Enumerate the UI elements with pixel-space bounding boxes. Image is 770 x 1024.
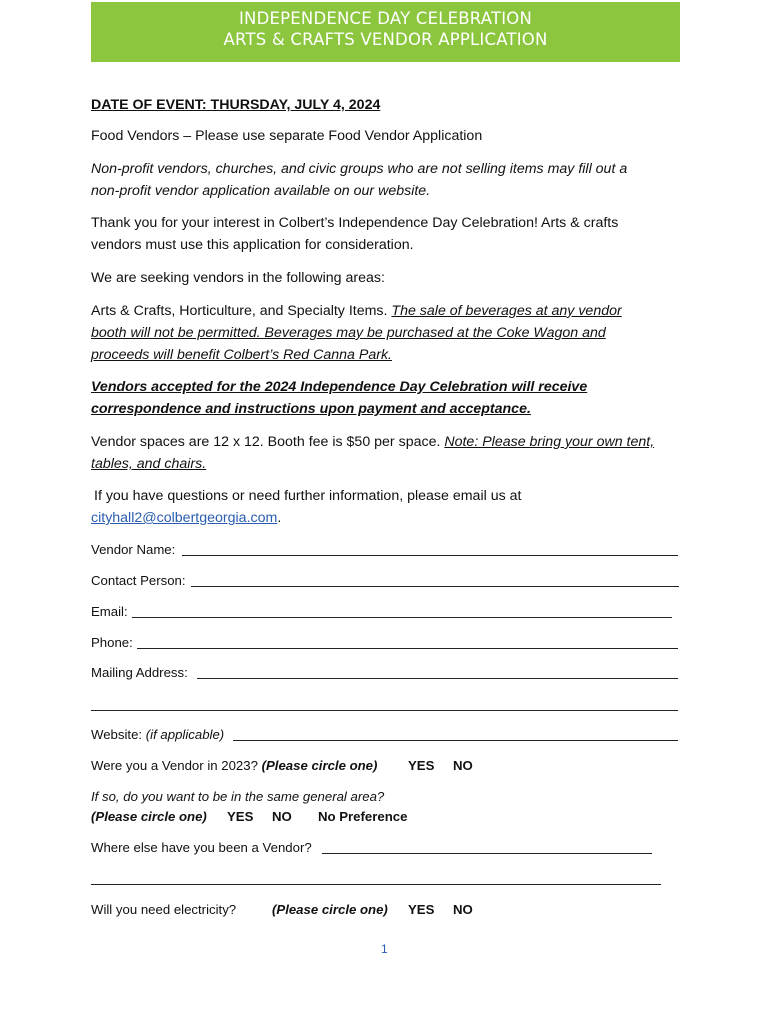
spaces-plain: Vendor spaces are 12 x 12. Booth fee is $50 per space. [91,434,441,450]
electricity-no[interactable]: NO [453,902,473,917]
nonprofit-note-line1: Non-profit vendors, churches, and civic groups who are not selling items may fill out a [91,161,628,177]
areas-plain: Arts & Crafts, Horticulture, and Specialty Items. [91,303,388,319]
mailing-address-line[interactable] [197,678,678,679]
same-area-no-preference[interactable]: No Preference [318,809,408,824]
contact-line2 [91,507,281,529]
vendor-2023-question: Were you a Vendor in 2023? [91,758,258,773]
email-link[interactable]: cityhall2@colbertgeorgia.com [91,510,278,526]
thanks-line1: Thank you for your interest in Colbert’s Independence Day Celebration! Arts & crafts [91,215,619,231]
vendor-name-label: Vendor Name: [91,542,176,557]
vendor-2023-row [91,755,377,777]
contact-period: . [277,510,282,526]
food-vendors-note: Food Vendors – Please use separate Food Vendor Application [91,128,483,144]
electricity-question: Will you need electricity? [91,902,237,917]
thanks-line2: vendors must use this application for consideration. [91,237,414,253]
nonprofit-note-line2: non-profit vendor application available on our website. [91,183,431,199]
areas-line2: booth will not be permitted. Beverages may be purchased at the Coke Wagon and [91,325,606,341]
where-else-line[interactable] [322,853,652,854]
circle-one-label-3: (Please circle one) [272,902,388,917]
electricity-yes[interactable]: YES [408,902,435,917]
website-line[interactable] [233,740,678,741]
same-area-yes[interactable]: YES [227,809,254,824]
header-banner [91,2,680,62]
accepted-line2: correspondence and instructions upon payment and acceptance. [91,401,531,417]
same-area-no[interactable]: NO [272,809,292,824]
same-area-question: If so, do you want to be in the same general area? [91,789,385,804]
vendor-2023-yes[interactable]: YES [408,758,435,773]
accepted-line1: Vendors accepted for the 2024 Independence Day Celebration will receive [91,379,588,395]
contact-person-label: Contact Person: [91,573,186,588]
where-else-question: Where else have you been a Vendor? [91,840,312,855]
areas-line3: proceeds will benefit Colbert’s Red Canna Park. [91,347,392,363]
website-label: Website: [91,727,143,742]
website-note: (if applicable) [145,727,225,742]
mailing-address-line2[interactable] [91,710,678,711]
email-line[interactable] [132,617,672,618]
circle-one-label-2: (Please circle one) [91,809,207,824]
header-title-line1: INDEPENDENCE DAY CELEBRATION [238,9,533,28]
spaces-note: Note: Please bring your own tent, [444,434,655,450]
vendor-name-line[interactable] [182,555,678,556]
seeking-text: We are seeking vendors in the following areas: [91,270,385,286]
contact-person-line[interactable] [191,586,679,587]
spaces-line1 [91,431,654,453]
website-label-row [91,724,224,746]
contact-line1: If you have questions or need further information, please email us at [94,488,522,504]
phone-label: Phone: [91,635,133,650]
spaces-line2: tables, and chairs. [91,456,207,472]
page-number: 1 [381,942,388,956]
where-else-line2[interactable] [91,884,661,885]
date-of-event: DATE OF EVENT: THURSDAY, JULY 4, 2024 [91,97,381,113]
header-title-line2: ARTS & CRAFTS VENDOR APPLICATION [223,30,548,49]
email-label: Email: [91,604,128,619]
phone-line[interactable] [137,648,678,649]
areas-line1 [91,300,622,322]
beverage-rule-start: The sale of beverages at any vendor [391,303,622,319]
mailing-address-label: Mailing Address: [91,665,188,680]
vendor-2023-no[interactable]: NO [453,758,473,773]
circle-one-label: (Please circle one) [261,758,378,773]
